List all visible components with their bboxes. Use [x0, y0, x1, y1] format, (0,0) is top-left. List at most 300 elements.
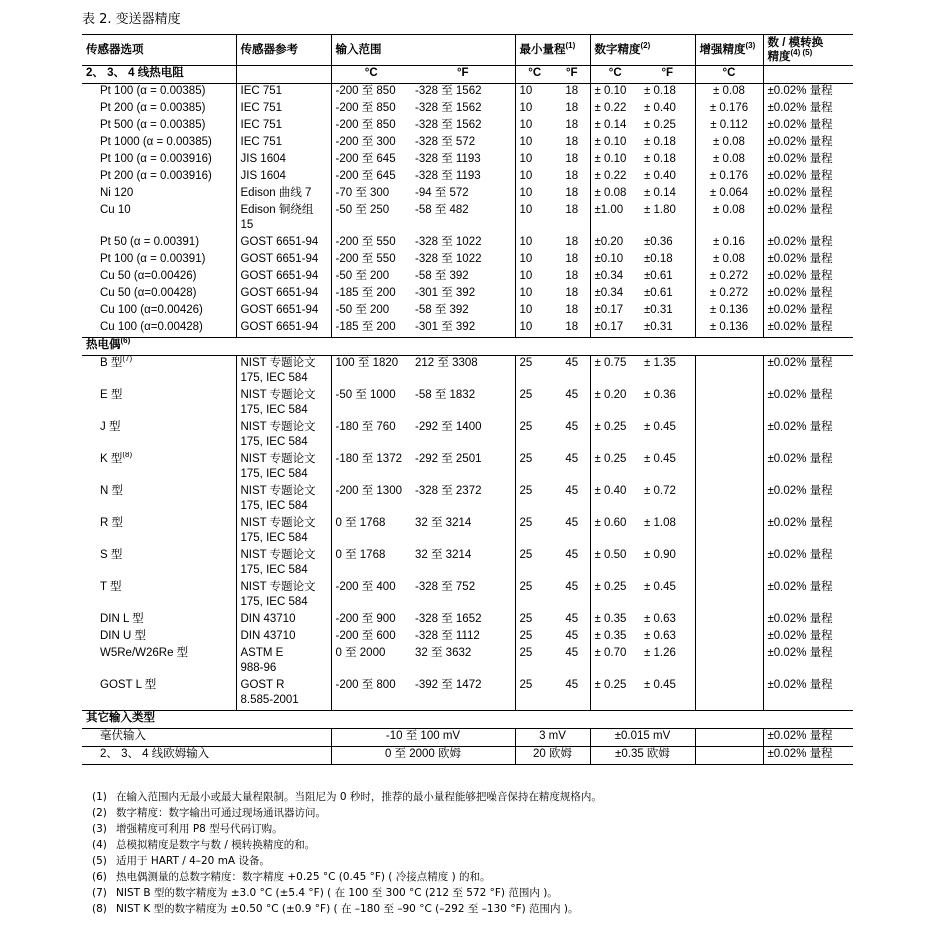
range-f-cell: -328 至 1112	[415, 630, 480, 642]
sensor-option-cell	[82, 203, 236, 235]
min-span-c-cell: 25	[515, 678, 554, 711]
digital-acc-c-cell: ± 0.10	[590, 84, 640, 102]
range-f-cell: 32 至 3214	[415, 549, 472, 561]
min-span-f-cell: 45	[565, 389, 579, 401]
table-row	[82, 646, 853, 678]
sensor-ref-cell: GOST 6651-94	[236, 286, 331, 303]
range-c-cell: -180 至 1372	[331, 452, 411, 484]
group-row-thermocouple	[82, 338, 853, 356]
sensor-option-label: T 型	[100, 581, 122, 593]
sensor-option-label: DIN U 型	[100, 630, 146, 642]
sensor-ref-cell	[236, 646, 331, 678]
sensor-option-cell	[82, 356, 236, 389]
range-c-cell: 0 至 1768	[331, 516, 411, 548]
range-f-cell: -301 至 392	[415, 287, 476, 299]
sensor-option-cell	[82, 548, 236, 580]
min-span-f-cell: 18	[565, 85, 579, 97]
sensor-option-cell	[82, 252, 236, 269]
range-c-cell: 100 至 1820	[331, 356, 411, 389]
table-row	[82, 269, 853, 286]
sensor-option-cell	[82, 678, 236, 711]
header-sensor-ref: 传感器参考	[236, 35, 331, 66]
enhanced-acc-cell: ± 0.112	[695, 118, 763, 135]
min-span-f-cell: 18	[554, 320, 590, 338]
digital-acc-f-cell: ± 0.45	[640, 678, 695, 711]
enhanced-acc-cell	[695, 729, 763, 747]
range-f-cell: -328 至 1562	[415, 102, 482, 114]
table-row	[82, 388, 853, 420]
table-row	[82, 320, 853, 338]
digital-acc-f-cell: ± 0.25	[644, 119, 676, 131]
enhanced-acc-cell	[695, 629, 763, 646]
sensor-ref-cell: GOST 6651-94	[236, 303, 331, 320]
digital-acc-c-cell: ± 0.40	[590, 484, 640, 516]
footnote	[92, 885, 602, 901]
min-span-f-cell: 18	[565, 204, 579, 216]
digital-acc-f-cell: ± 0.63	[644, 630, 676, 642]
unit-c: °C	[515, 66, 554, 84]
range-f-cell: -292 至 2501	[415, 453, 482, 465]
digital-acc-f-cell: ± 1.08	[644, 517, 676, 529]
range-c-cell: -185 至 200	[331, 286, 411, 303]
enhanced-acc-cell	[695, 484, 763, 516]
sensor-ref-line1: NIST 专题论文	[240, 485, 316, 497]
da-acc-cell: ±0.02% 量程	[763, 516, 853, 548]
sensor-option-label: Pt 50 (α = 0.00391)	[100, 236, 200, 248]
sensor-option-label: DIN L 型	[100, 613, 144, 625]
range-f-cell: -328 至 1562	[415, 119, 482, 131]
enhanced-acc-cell	[695, 356, 763, 389]
da-acc-cell: ±0.02% 量程	[763, 729, 853, 747]
digital-acc-f-cell: ± 0.36	[644, 389, 676, 401]
sensor-option-label: Cu 50 (α=0.00428)	[100, 287, 197, 299]
sensor-ref-cell	[236, 678, 331, 711]
sensor-ref-cell	[236, 548, 331, 580]
min-span-f-cell: 45	[565, 453, 579, 465]
range-f-cell: 212 至 3308	[415, 357, 478, 369]
digital-acc-f-cell: ± 0.18	[644, 153, 676, 165]
min-span-cell: 20 欧姆	[515, 747, 590, 765]
sensor-option-label: K 型	[100, 453, 123, 465]
da-acc-cell: ±0.02% 量程	[763, 747, 853, 765]
da-acc-cell: ±0.02% 量程	[763, 629, 853, 646]
digital-acc-c-cell: ± 0.25	[590, 452, 640, 484]
range-c-cell: -200 至 1300	[331, 484, 411, 516]
footnote-marker: (7)	[122, 355, 133, 364]
footnote-number: (7)	[92, 887, 107, 899]
sensor-option-cell	[82, 118, 236, 135]
sensor-ref-cell: JIS 1604	[236, 169, 331, 186]
digital-acc-c-cell: ± 0.14	[590, 118, 640, 135]
enhanced-acc-cell: ± 0.064	[695, 186, 763, 203]
sensor-option-label: B 型	[100, 357, 123, 369]
sensor-option-label: Pt 200 (α = 0.003916)	[100, 170, 212, 182]
range-f-cell: -328 至 1022	[415, 253, 482, 265]
digital-acc-f-cell: ±0.36	[644, 236, 673, 248]
sensor-ref-line2: 175, IEC 584	[240, 532, 308, 544]
enhanced-acc-cell	[695, 678, 763, 711]
unit-f: °F	[640, 66, 695, 84]
digital-acc-f-cell: ± 0.40	[644, 170, 676, 182]
range-c-cell: -185 至 200	[331, 320, 411, 338]
range-f-cell: -328 至 572	[415, 136, 476, 148]
min-span-c-cell: 25	[515, 356, 554, 389]
sensor-ref-line1: Edison 铜绕组	[240, 204, 314, 216]
sensor-ref-line1: NIST 专题论文	[240, 581, 316, 593]
header-min-span: 最小量程$^{(1)}$	[515, 35, 590, 66]
sensor-option-cell	[82, 101, 236, 118]
unit-f: °F	[411, 66, 515, 84]
digital-acc-c-cell: ± 0.22	[590, 101, 640, 118]
sensor-ref-line1: NIST 专题论文	[240, 389, 316, 401]
digital-acc-c-cell: ±0.17	[590, 303, 640, 320]
min-span-f-cell: 18	[565, 153, 579, 165]
table-row	[82, 203, 853, 235]
digital-acc-f-cell: ±0.31	[644, 304, 673, 316]
sensor-ref-line2: 15	[240, 219, 254, 231]
range-f-cell: -58 至 482	[415, 204, 469, 216]
footnote	[92, 837, 602, 853]
sensor-option-cell	[82, 135, 236, 152]
enhanced-acc-cell	[695, 646, 763, 678]
range-c-cell: -200 至 850	[331, 118, 411, 135]
min-span-c-cell: 25	[515, 612, 554, 629]
enhanced-acc-cell: ± 0.136	[695, 320, 763, 338]
enhanced-acc-cell: ± 0.136	[695, 303, 763, 320]
sensor-option-label: J 型	[100, 421, 121, 433]
footnote	[92, 869, 602, 885]
min-span-c-cell: 25	[515, 548, 554, 580]
min-span-f-cell: 18	[565, 270, 579, 282]
da-acc-cell: ±0.02% 量程	[763, 84, 853, 102]
min-span-c-cell: 10	[515, 186, 554, 203]
sensor-option-cell	[82, 580, 236, 612]
min-span-f-cell: 18	[565, 236, 579, 248]
group-label-rtd: 2、 3、 4 线热电阻	[82, 66, 236, 84]
group-row-other	[82, 711, 853, 729]
digital-acc-f-cell: ± 0.63	[644, 613, 676, 625]
range-c-cell: -200 至 300	[331, 135, 411, 152]
digital-acc-f-cell: ± 0.90	[644, 549, 676, 561]
sensor-option-label: R 型	[100, 517, 123, 529]
da-acc-cell: ±0.02% 量程	[763, 269, 853, 286]
enhanced-acc-cell: ± 0.08	[695, 135, 763, 152]
min-span-f-cell: 18	[565, 119, 579, 131]
sensor-option-cell	[82, 452, 236, 484]
footnote-text: 增强精度可利用 P8 型号代码订购。	[116, 823, 283, 835]
table-row	[82, 484, 853, 516]
da-acc-cell: ±0.02% 量程	[763, 152, 853, 169]
min-span-c-cell: 10	[515, 320, 554, 338]
header-da-accuracy: 数 / 模转换 精度$^{(4) (5)}$	[763, 35, 853, 66]
min-span-c-cell: 25	[515, 452, 554, 484]
range-f-cell: -328 至 1193	[415, 170, 481, 182]
digital-acc-f-cell: ± 0.18	[644, 85, 676, 97]
sensor-ref-cell: IEC 751	[236, 135, 331, 152]
range-c-cell: -200 至 600	[331, 629, 411, 646]
digital-acc-f-cell: ±0.18	[644, 253, 673, 265]
sensor-option-cell	[82, 484, 236, 516]
footnote-number: (8)	[92, 903, 107, 915]
digital-acc-c-cell: ±0.34	[590, 269, 640, 286]
range-c-cell: -200 至 400	[331, 580, 411, 612]
digital-acc-c-cell: ±0.20	[590, 235, 640, 252]
footnote	[92, 853, 602, 869]
unit-c: °C	[331, 66, 411, 84]
sensor-option-label: W5Re/W26Re 型	[100, 647, 189, 659]
range-c-cell: -200 至 645	[331, 169, 411, 186]
min-span-c-cell: 25	[515, 629, 554, 646]
sensor-option-cell	[82, 235, 236, 252]
input-type-cell: 2、 3、 4 线欧姆输入	[82, 747, 331, 765]
digital-acc-c-cell: ± 0.25	[590, 420, 640, 452]
sensor-option-label: Cu 10	[100, 204, 131, 216]
min-span-f-cell: 45	[565, 485, 579, 497]
table-row	[82, 169, 853, 186]
da-acc-cell: ±0.02% 量程	[763, 612, 853, 629]
digital-acc-f-cell: ± 0.45	[644, 581, 676, 593]
sensor-ref-line2: 175, IEC 584	[240, 564, 308, 576]
range-f-cell: -328 至 1562	[415, 85, 482, 97]
sensor-option-label: GOST L 型	[100, 679, 157, 691]
da-acc-cell: ±0.02% 量程	[763, 646, 853, 678]
table-row	[82, 729, 853, 747]
min-span-c-cell: 25	[515, 646, 554, 678]
da-acc-cell: ±0.02% 量程	[763, 548, 853, 580]
digital-acc-c-cell: ± 0.70	[590, 646, 640, 678]
da-acc-cell: ±0.02% 量程	[763, 303, 853, 320]
min-span-f-cell: 45	[565, 647, 579, 659]
range-f-cell: -392 至 1472	[411, 678, 515, 711]
sensor-ref-cell: Edison 曲线 7	[236, 186, 331, 203]
da-acc-cell: ±0.02% 量程	[763, 118, 853, 135]
sensor-ref-line2: 175, IEC 584	[240, 372, 308, 384]
range-c-cell: -200 至 550	[331, 252, 411, 269]
range-c-cell: -50 至 1000	[331, 388, 411, 420]
min-span-f-cell: 18	[565, 102, 579, 114]
min-span-f-cell: 45	[565, 630, 579, 642]
min-span-c-cell: 10	[515, 269, 554, 286]
enhanced-acc-cell	[695, 516, 763, 548]
table-row	[82, 548, 853, 580]
sensor-option-label: E 型	[100, 389, 123, 401]
da-acc-cell: ±0.02% 量程	[763, 484, 853, 516]
range-f-cell: 32 至 3632	[415, 647, 472, 659]
sensor-ref-cell	[236, 516, 331, 548]
footnote	[92, 821, 602, 837]
min-span-c-cell: 25	[515, 388, 554, 420]
sensor-option-label: N 型	[100, 485, 123, 497]
sensor-option-label: Cu 50 (α=0.00426)	[100, 270, 197, 282]
range-f-cell: -328 至 1193	[415, 153, 481, 165]
sensor-ref-cell: IEC 751	[236, 118, 331, 135]
min-span-f-cell: 18	[565, 136, 579, 148]
sensor-ref-cell	[236, 420, 331, 452]
accuracy-table	[82, 34, 853, 765]
sensor-option-cell	[82, 152, 236, 169]
sensor-option-label: Pt 100 (α = 0.003916)	[100, 153, 212, 165]
digital-acc-f-cell: ± 0.18	[644, 136, 676, 148]
min-span-c-cell: 10	[515, 235, 554, 252]
sensor-option-label: Ni 120	[100, 187, 134, 199]
footnote-marker: (6)	[120, 337, 131, 346]
min-span-f-cell: 45	[565, 581, 579, 593]
unit-f: °F	[554, 66, 590, 84]
table-row	[82, 84, 853, 102]
sensor-ref-cell: IEC 751	[236, 101, 331, 118]
digital-acc-cell: ±0.35 欧姆	[590, 747, 695, 765]
range-f-cell: -94 至 572	[415, 187, 469, 199]
digital-acc-c-cell: ± 0.10	[590, 135, 640, 152]
sensor-option-label: Pt 200 (α = 0.00385)	[100, 102, 206, 114]
sensor-ref-line1: NIST 专题论文	[240, 357, 316, 369]
sensor-option-label: Cu 100 (α=0.00428)	[100, 321, 203, 333]
min-span-c-cell: 10	[515, 286, 554, 303]
footnote-text: 热电偶测量的总数字精度：数字精度 +0.25 °C (0.45 °F) ( 冷接点精度 ) 的和。	[116, 871, 491, 883]
digital-acc-c-cell: ± 0.10	[590, 152, 640, 169]
digital-acc-f-cell: ±0.61	[644, 287, 673, 299]
da-acc-cell: ±0.02% 量程	[763, 286, 853, 303]
sensor-ref-cell	[236, 452, 331, 484]
digital-acc-f-cell: ± 0.45	[644, 421, 676, 433]
footnote	[92, 789, 602, 805]
digital-acc-cell: ±0.015 mV	[590, 729, 695, 747]
digital-acc-c-cell: ±1.00	[590, 203, 640, 235]
range-c-cell: -200 至 850	[331, 84, 411, 102]
table-caption: 表 2. 变送器精度	[82, 12, 181, 27]
range-c-cell: -50 至 200	[331, 269, 411, 286]
digital-acc-c-cell: ± 0.75	[590, 356, 640, 389]
sensor-ref-line2: 988-96	[240, 662, 277, 674]
enhanced-acc-cell	[695, 420, 763, 452]
sensor-ref-line2: 175, IEC 584	[240, 500, 308, 512]
range-c-cell: -200 至 550	[331, 235, 411, 252]
footnote-number: (4)	[92, 839, 107, 851]
min-span-c-cell: 10	[515, 303, 554, 320]
digital-acc-c-cell: ± 0.22	[590, 169, 640, 186]
sensor-ref-line2: 175, IEC 584	[240, 404, 308, 416]
footnote-text: NIST K 型的数字精度为 ±0.50 °C (±0.9 °F) ( 在 –180 至 –90 °C (–292 至 –130 °F) 范围内 )。	[116, 903, 579, 915]
table-row	[82, 420, 853, 452]
enhanced-acc-cell: ± 0.176	[695, 101, 763, 118]
range-f-cell: -292 至 1400	[415, 421, 482, 433]
table-row	[82, 580, 853, 612]
sensor-option-cell	[82, 286, 236, 303]
sensor-ref-cell: GOST 6651-94	[236, 235, 331, 252]
sensor-option-label: Pt 500 (α = 0.00385)	[100, 119, 206, 131]
table-row	[82, 629, 853, 646]
digital-acc-c-cell: ± 0.25	[590, 678, 640, 711]
min-span-f-cell: 45	[565, 549, 579, 561]
digital-acc-f-cell: ± 1.80	[644, 204, 676, 216]
da-acc-cell: ±0.02% 量程	[763, 135, 853, 152]
table-row	[82, 303, 853, 320]
digital-acc-c-cell: ± 0.35	[590, 612, 640, 629]
sensor-option-label: S 型	[100, 549, 123, 561]
sensor-ref-line2: 175, IEC 584	[240, 596, 308, 608]
sensor-ref-line2: 175, IEC 584	[240, 436, 308, 448]
sensor-ref-line1: NIST 专题论文	[240, 549, 316, 561]
min-span-c-cell: 10	[515, 118, 554, 135]
digital-acc-c-cell: ±0.10	[590, 252, 640, 269]
sensor-ref-line2: 8.585-2001	[240, 694, 299, 706]
sensor-ref-cell	[236, 203, 331, 235]
min-span-cell: 3 mV	[515, 729, 590, 747]
table-row	[82, 101, 853, 118]
sensor-ref-cell: GOST 6651-94	[236, 269, 331, 286]
enhanced-acc-cell	[695, 747, 763, 765]
sensor-option-cell	[82, 420, 236, 452]
footnote-number: (1)	[92, 791, 107, 803]
footnote-number: (3)	[92, 823, 107, 835]
range-c-cell: 0 至 2000	[331, 646, 411, 678]
sensor-option-cell	[82, 269, 236, 286]
table-row	[82, 678, 853, 711]
sensor-ref-cell: GOST 6651-94	[236, 252, 331, 269]
footnote-marker: (8)	[122, 452, 133, 460]
da-acc-cell: ±0.02% 量程	[763, 203, 853, 235]
sensor-ref-cell: IEC 751	[236, 84, 331, 102]
enhanced-acc-cell	[695, 452, 763, 484]
digital-acc-f-cell: ± 0.45	[644, 453, 676, 465]
sensor-option-cell	[82, 84, 236, 102]
sensor-ref-cell	[236, 356, 331, 389]
group-label-other: 其它输入类型	[82, 711, 853, 729]
min-span-f-cell: 45	[565, 613, 579, 625]
min-span-c-cell: 10	[515, 203, 554, 235]
min-span-c-cell: 25	[515, 516, 554, 548]
table-row	[82, 612, 853, 629]
table-row	[82, 186, 853, 203]
min-span-c-cell: 10	[515, 169, 554, 186]
header-input-range: 输入范围	[331, 35, 515, 66]
range-c-cell: -180 至 760	[331, 420, 411, 452]
footnote	[92, 901, 602, 917]
footnote-number: (2)	[92, 807, 107, 819]
footnotes	[92, 789, 602, 917]
da-acc-cell: ±0.02% 量程	[763, 101, 853, 118]
sensor-option-cell	[82, 612, 236, 629]
sensor-option-label: Pt 1000 (α = 0.00385)	[100, 136, 212, 148]
enhanced-acc-cell: ± 0.16	[695, 235, 763, 252]
digital-acc-c-cell: ± 0.35	[590, 629, 640, 646]
footnote-text: 适用于 HART / 4–20 mA 设备。	[116, 855, 270, 867]
table-row	[82, 747, 853, 765]
digital-acc-c-cell: ± 0.20	[590, 388, 640, 420]
table-row	[82, 516, 853, 548]
sensor-ref-cell: GOST 6651-94	[236, 320, 331, 338]
group-label-thermocouple	[82, 338, 853, 356]
min-span-c-cell: 10	[515, 135, 554, 152]
enhanced-acc-cell: ± 0.08	[695, 252, 763, 269]
footnote-text: 数字精度：数字输出可通过现场通讯器访问。	[116, 807, 326, 819]
enhanced-acc-cell	[695, 580, 763, 612]
sensor-option-label: Pt 100 (α = 0.00385)	[100, 85, 206, 97]
digital-acc-f-cell: ± 1.35	[644, 357, 676, 369]
da-acc-cell: ±0.02% 量程	[763, 678, 853, 711]
sensor-ref-line1: NIST 专题论文	[240, 453, 316, 465]
digital-acc-c-cell: ±0.34	[590, 286, 640, 303]
range-f-cell: -328 至 1022	[415, 236, 482, 248]
da-acc-cell: ±0.02% 量程	[763, 169, 853, 186]
table-row	[82, 286, 853, 303]
header-digital-accuracy: 数字精度$^{(2)}$	[590, 35, 695, 66]
footnote-text: 总模拟精度是数字与数 / 模转换精度的和。	[116, 839, 316, 851]
min-span-f-cell: 45	[554, 678, 590, 711]
digital-acc-c-cell: ± 0.60	[590, 516, 640, 548]
table-row	[82, 452, 853, 484]
enhanced-acc-cell: ± 0.272	[695, 286, 763, 303]
